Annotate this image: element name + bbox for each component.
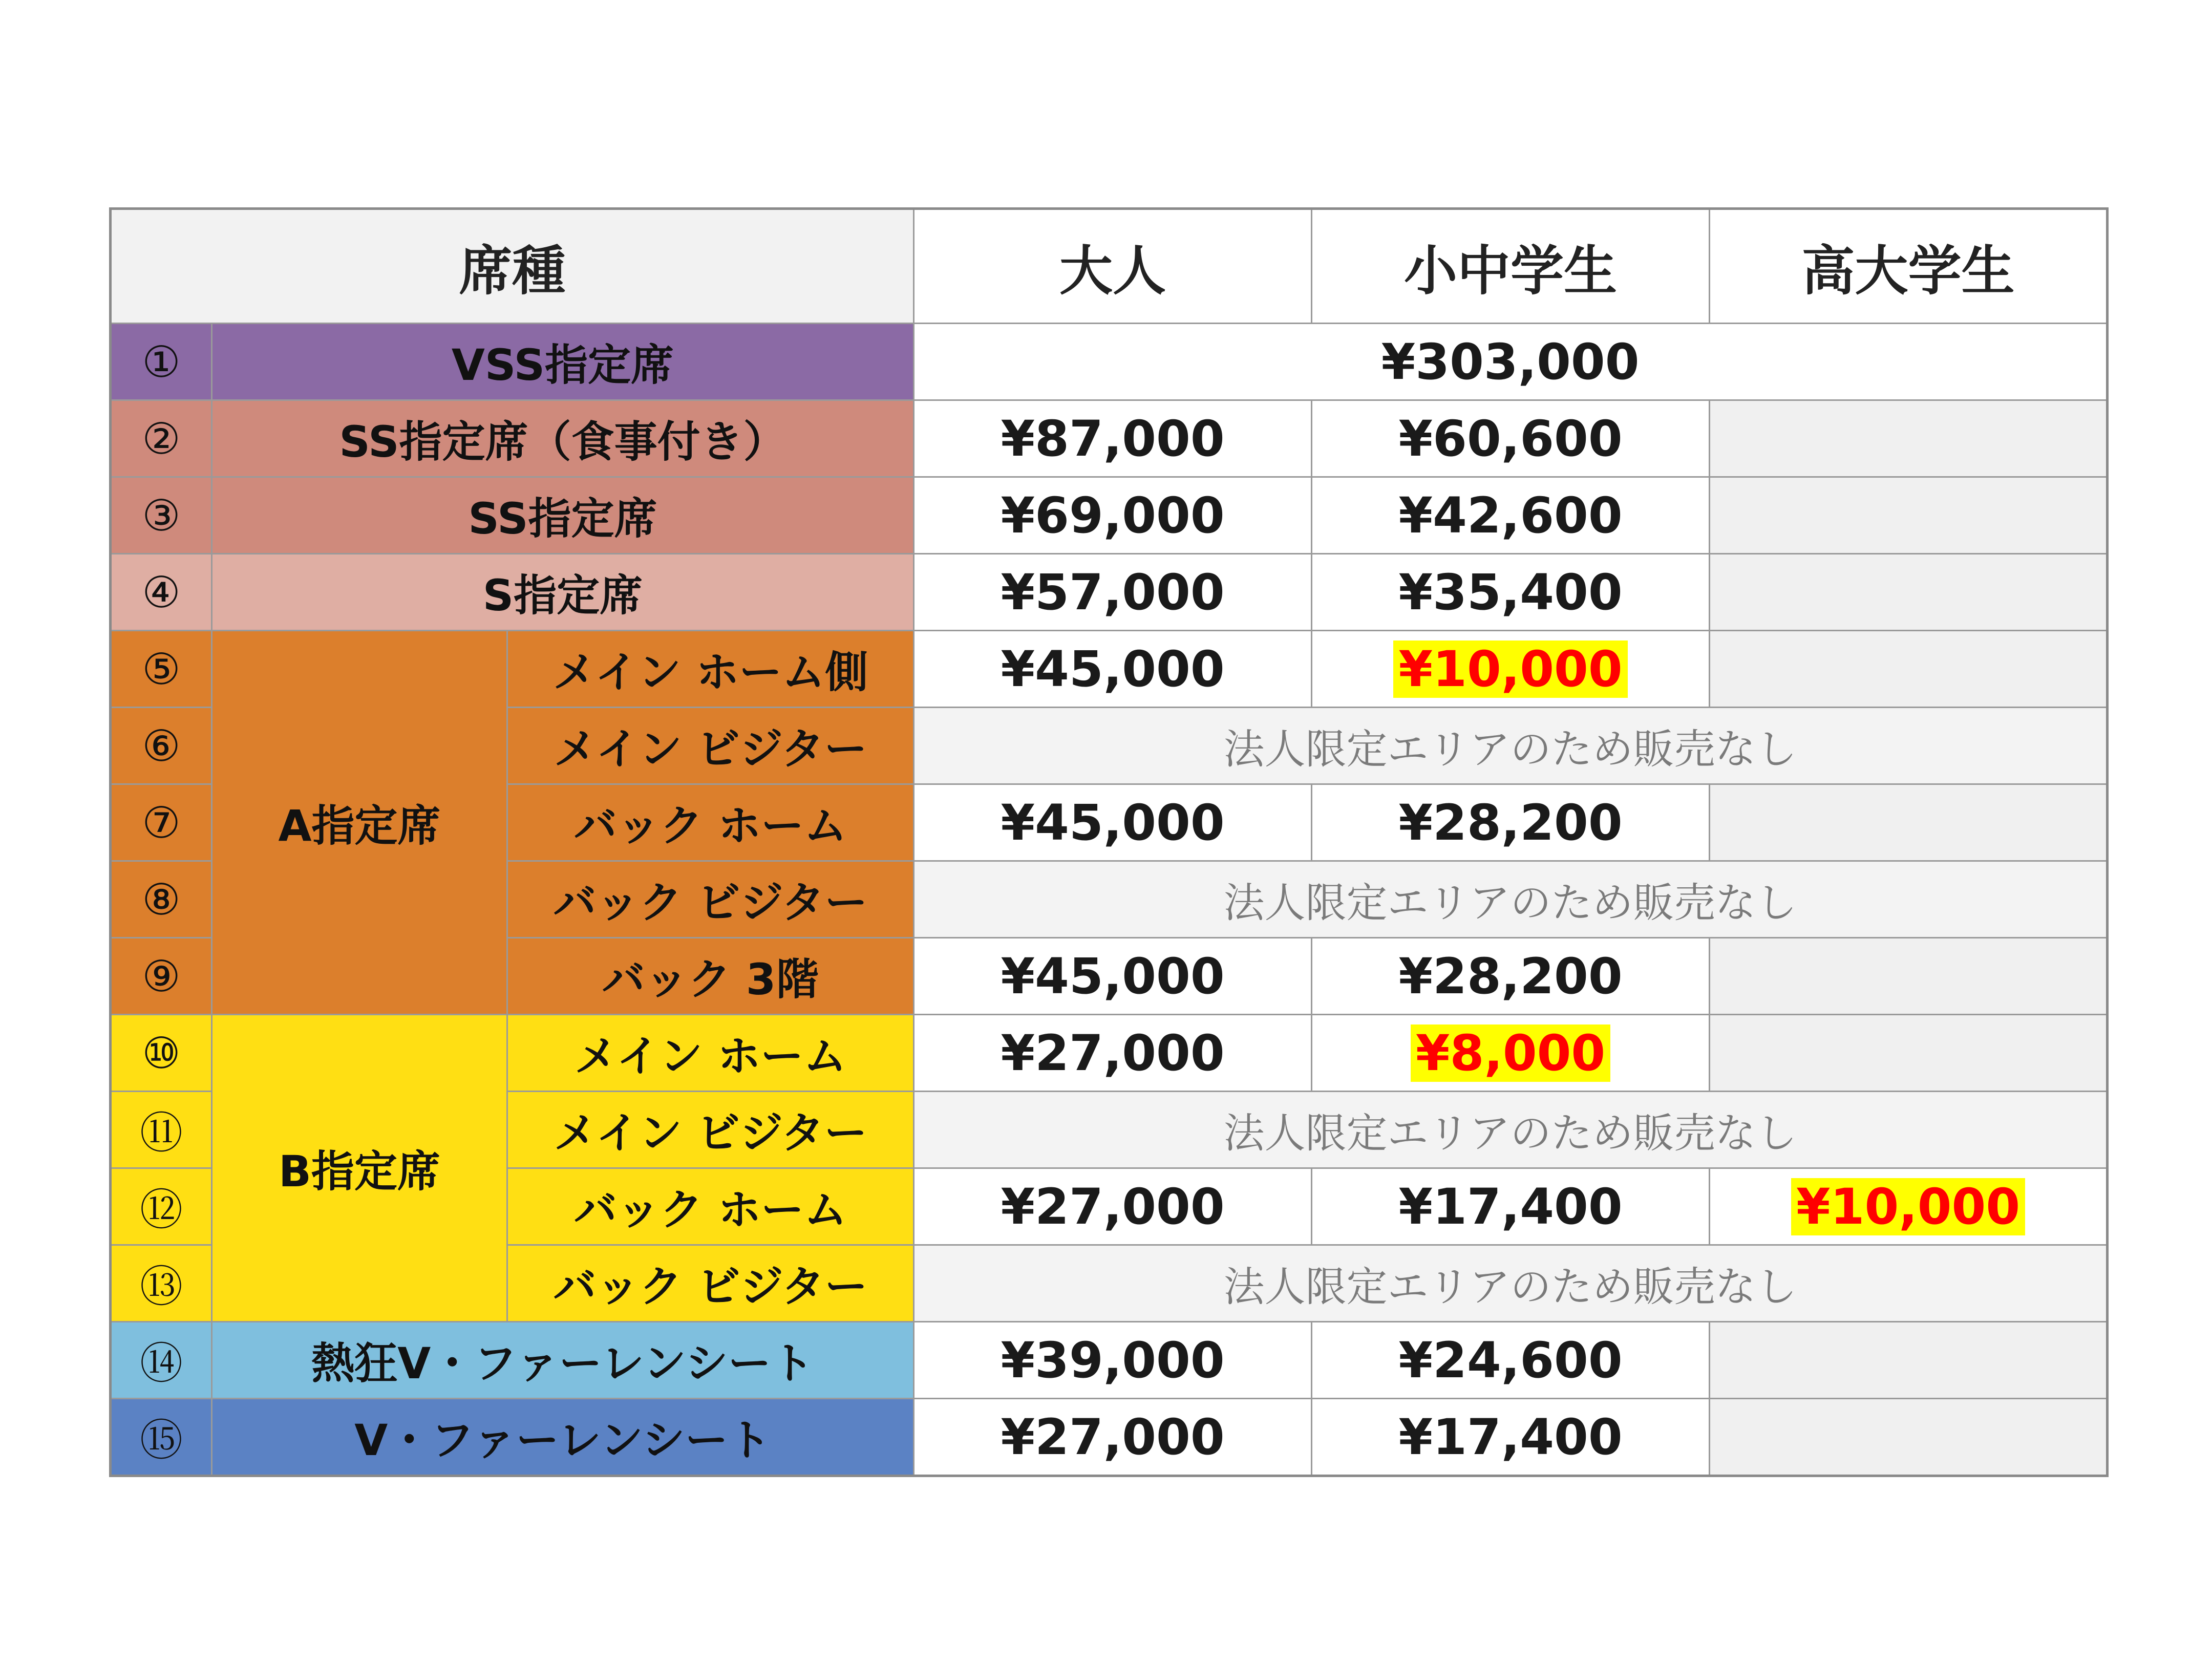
row-number: ④	[111, 554, 212, 631]
price-all: ¥303,000	[914, 324, 2108, 400]
price-adult: ¥27,000	[914, 1399, 1312, 1476]
row-number: ⑥	[111, 708, 212, 784]
row-number: ③	[111, 477, 212, 554]
table-row	[111, 1322, 2108, 1399]
highlight-price: ¥10,000	[1791, 1178, 2025, 1235]
seat-name: SS指定席	[212, 477, 914, 554]
price-high-univ-empty	[1710, 631, 2108, 708]
price-high-univ-empty	[1710, 784, 2108, 861]
price-adult: ¥39,000	[914, 1322, 1312, 1399]
seat-name: VSS指定席	[212, 324, 914, 400]
price-high-univ-empty	[1710, 1399, 2108, 1476]
price-elem-mid: ¥60,600	[1312, 400, 1710, 477]
not-sold-note: 法人限定エリアのため販売なし	[914, 1092, 2108, 1168]
price-adult: ¥27,000	[914, 1015, 1312, 1092]
table-row	[111, 554, 2108, 631]
price-elem-mid: ¥17,400	[1312, 1399, 1710, 1476]
row-number: ⑩	[111, 1015, 212, 1092]
price-adult: ¥57,000	[914, 554, 1312, 631]
seat-name: バック ホーム	[507, 784, 914, 861]
not-sold-note: 法人限定エリアのため販売なし	[914, 861, 2108, 938]
price-adult: ¥69,000	[914, 477, 1312, 554]
price-elem-mid: ¥28,200	[1312, 784, 1710, 861]
price-table	[109, 207, 2109, 1477]
table-row	[111, 477, 2108, 554]
group-label-b: B指定席	[212, 1015, 507, 1322]
table-row	[111, 400, 2108, 477]
seat-name: バック ビジター	[507, 861, 914, 938]
price-elem-mid: ¥17,400	[1312, 1168, 1710, 1245]
seat-name: バック ホーム	[507, 1168, 914, 1245]
price-high-univ-empty	[1710, 554, 2108, 631]
not-sold-note: 法人限定エリアのため販売なし	[914, 1245, 2108, 1322]
not-sold-note: 法人限定エリアのため販売なし	[914, 708, 2108, 784]
price-elem-mid-highlight	[1312, 631, 1710, 708]
seat-name: V・ファーレンシート	[212, 1399, 914, 1476]
price-elem-mid: ¥24,600	[1312, 1322, 1710, 1399]
row-number: ⑨	[111, 938, 212, 1015]
row-number: ⑦	[111, 784, 212, 861]
price-elem-mid: ¥42,600	[1312, 477, 1710, 554]
row-number: ⑭	[111, 1322, 212, 1399]
header-row	[111, 209, 2108, 324]
seat-name: メイン ビジター	[507, 708, 914, 784]
row-number: ①	[111, 324, 212, 400]
price-high-univ-empty	[1710, 477, 2108, 554]
table-row	[111, 631, 2108, 708]
header-seat-type: 席種	[111, 209, 914, 324]
price-high-univ-empty	[1710, 938, 2108, 1015]
price-high-univ-empty	[1710, 1322, 2108, 1399]
seat-name: バック 3階	[507, 938, 914, 1015]
highlight-price: ¥10,000	[1393, 641, 1627, 698]
row-number: ⑤	[111, 631, 212, 708]
price-elem-mid: ¥28,200	[1312, 938, 1710, 1015]
price-adult: ¥45,000	[914, 938, 1312, 1015]
seat-name: バック ビジター	[507, 1245, 914, 1322]
row-number: ⑬	[111, 1245, 212, 1322]
row-number: ②	[111, 400, 212, 477]
seat-name: メイン ホーム側	[507, 631, 914, 708]
seat-name: メイン ホーム	[507, 1015, 914, 1092]
price-adult: ¥27,000	[914, 1168, 1312, 1245]
highlight-price: ¥8,000	[1411, 1024, 1610, 1082]
seat-name: S指定席	[212, 554, 914, 631]
price-adult: ¥45,000	[914, 784, 1312, 861]
price-high-univ-highlight	[1710, 1168, 2108, 1245]
price-elem-mid: ¥35,400	[1312, 554, 1710, 631]
header-high-univ: 高大学生	[1710, 209, 2108, 324]
price-high-univ-empty	[1710, 1015, 2108, 1092]
group-label-a: A指定席	[212, 631, 507, 1015]
table-row	[111, 324, 2108, 400]
table-row	[111, 1399, 2108, 1476]
row-number: ⑫	[111, 1168, 212, 1245]
row-number: ⑧	[111, 861, 212, 938]
price-high-univ-empty	[1710, 400, 2108, 477]
seat-name: 熱狂V・ファーレンシート	[212, 1322, 914, 1399]
seat-name: メイン ビジター	[507, 1092, 914, 1168]
price-elem-mid-highlight	[1312, 1015, 1710, 1092]
price-adult: ¥45,000	[914, 631, 1312, 708]
row-number: ⑪	[111, 1092, 212, 1168]
price-adult: ¥87,000	[914, 400, 1312, 477]
table-row	[111, 1015, 2108, 1092]
header-elem-mid: 小中学生	[1312, 209, 1710, 324]
header-adult: 大人	[914, 209, 1312, 324]
row-number: ⑮	[111, 1399, 212, 1476]
seat-name: SS指定席（食事付き）	[212, 400, 914, 477]
